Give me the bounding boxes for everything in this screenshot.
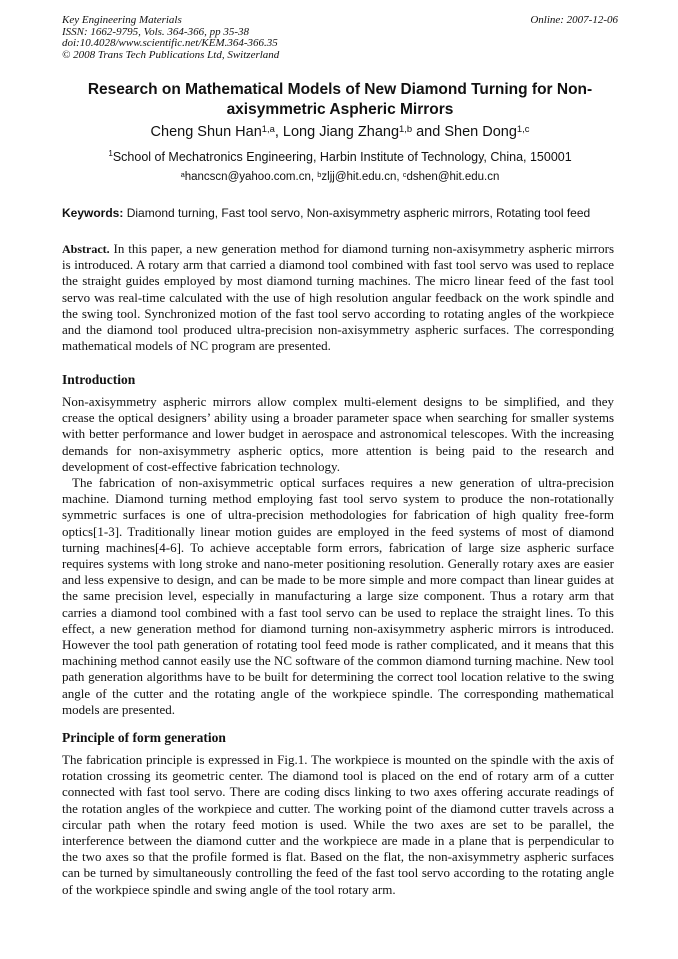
paragraph: The fabrication principle is expressed in Fig.1. The workpiece is mounted on the spindle with the axis of rotation crossing its geometric center. The diamond tool is placed on the end of rotary arm of a cutter connected with fast tool servo. There are coding discs linking to two axes offering accurate readings of the rotation angles of the workpiece and cutter. The working point of the diamond cutter travels across a circular path when the rotary feed motion is used. While the two axes are set to be parallel, the interference between the diamond cutter and the workpiece are made in a plane that is perpendicular to the two axes so that the profile formed is flat. Based on the flat, the non-axisymmetry aspheric surfaces can be turned by simultaneously controlling the feed of the fast tool servo according to the rotating angle of the workpiece spindle and swing angle of the tool rotary arm. [62, 752, 614, 897]
author-affil-mark: 1,c [516, 123, 530, 134]
journal-meta [62, 15, 618, 61]
author-name: Shen Dong [444, 124, 517, 140]
journal-name: Key Engineering Materials [62, 14, 182, 26]
abstract-label: Abstract. [62, 242, 110, 256]
email-link[interactable]: dshen@hit.edu.cn [406, 171, 500, 183]
author-name: Cheng Shun Han [150, 124, 262, 140]
email-link[interactable]: hancscn@yahoo.com.cn, [184, 171, 318, 183]
author-separator: and [412, 124, 445, 140]
abstract-text: In this paper, a new generation method for diamond turning non-axisymmetry aspheric mirrors is introduced. A rotary arm that carried a diamond tool combined with fast tool servo was used to replace the straight guides employed by most diamond turning machines. The micro linear feed of the fast tool servo was real-time calculated with the use of high resolution angular feedback on the work spindle and the swing tool. Synchronized motion of the fast tool servo according to rotating angles of the workpiece and the diamond tool produced ultra-precision non-axisymmetry aspheric surfaces. The corresponding mathematical models of NC program are presented. [62, 241, 614, 354]
paper-title: Research on Mathematical Models of New Diamond Turning for Non-axisymmetric Aspheric Mirrors [87, 81, 593, 118]
email-mark: c [402, 170, 407, 179]
keywords-text: Diamond turning, Fast tool servo, Non-axisymmetry aspheric mirrors, Rotating tool feed [123, 206, 591, 220]
section-heading-principle: Principle of form generation [62, 730, 226, 745]
paragraph: Non-axisymmetry aspheric mirrors allow complex multi-element designs to be simplified, and they crease the optical designers’ ability using a broader parameter space when searching for smaller systems with better performance and lower budget in aerospace and astronomical telescopes. With the increasing demands for non-axisymmetry aspheric optics, more attention is being paid to the research and development of cost-effective fabrication technology. [62, 394, 614, 474]
online-date: Online: 2007-12-06 [530, 14, 618, 26]
author-affil-mark: 1,b [399, 123, 413, 134]
doi-line: doi:10.4028/www.scientific.net/KEM.364-366.35 [62, 37, 278, 49]
email-link[interactable]: zljj@hit.edu.cn, [321, 171, 403, 183]
keywords-label: Keywords: [62, 206, 124, 220]
paragraph: The fabrication of non-axisymmetric optical surfaces requires a new generation of ultra-precision machine. Diamond turning method employing fast tool servo system to produce the non-rotationally symmetric surfaces is one of ultra-precision methodologies for fabrication of high quality free-form optics[1-3]. Traditionally linear motion guides are employed in the feed systems of most of diamond turning machines[4-6]. To achieve acceptable form errors, fabrication of large size aspheric surface requires systems with long stroke and nano-meter positioning resolution. Generally rotary axes are easier and less expensive to design, and can be made to be more simple and more compact than linear guides at the same precision level, especially in manufacturing a large size component. Thus a rotary arm that carries a diamond tool combined with a fast tool servo can be used to replace the straight lines. To this effect, a new generation method for diamond turning non-axisymmetry aspheric mirrors is introduced. However the tool path generation of rotating tool feed mode is rather complicated, and it means that this machining method cannot easily use the NC software of the common diamond turning machine. New tool path generation algorithms have to be built for determining the correct tool location relative to the swing angle of the cutter and the rotating angle of the workpiece spindle. The corresponding mathematical models are presented. [62, 475, 614, 717]
keywords [62, 206, 614, 222]
affiliation [62, 149, 618, 165]
affiliation-mark: 1 [108, 149, 113, 158]
affiliation-text: School of Mechatronics Engineering, Harbin Institute of Technology, China, 150001 [112, 150, 572, 164]
author-name: Long Jiang Zhang [282, 124, 400, 140]
author-emails [62, 170, 618, 185]
issn-line: ISSN: 1662-9795, Vols. 364-366, pp 35-38 [62, 25, 249, 38]
abstract [62, 241, 614, 354]
author-list [62, 123, 618, 141]
author-affil-mark: 1,a [261, 123, 275, 134]
email-mark: b [317, 170, 322, 179]
section-heading-introduction: Introduction [62, 372, 136, 387]
principle-body [62, 752, 614, 898]
introduction-body [62, 394, 614, 718]
email-mark: a [180, 170, 185, 179]
author-separator: , [274, 124, 283, 140]
copyright-line: © 2008 Trans Tech Publications Ltd, Switzerland [62, 48, 280, 61]
